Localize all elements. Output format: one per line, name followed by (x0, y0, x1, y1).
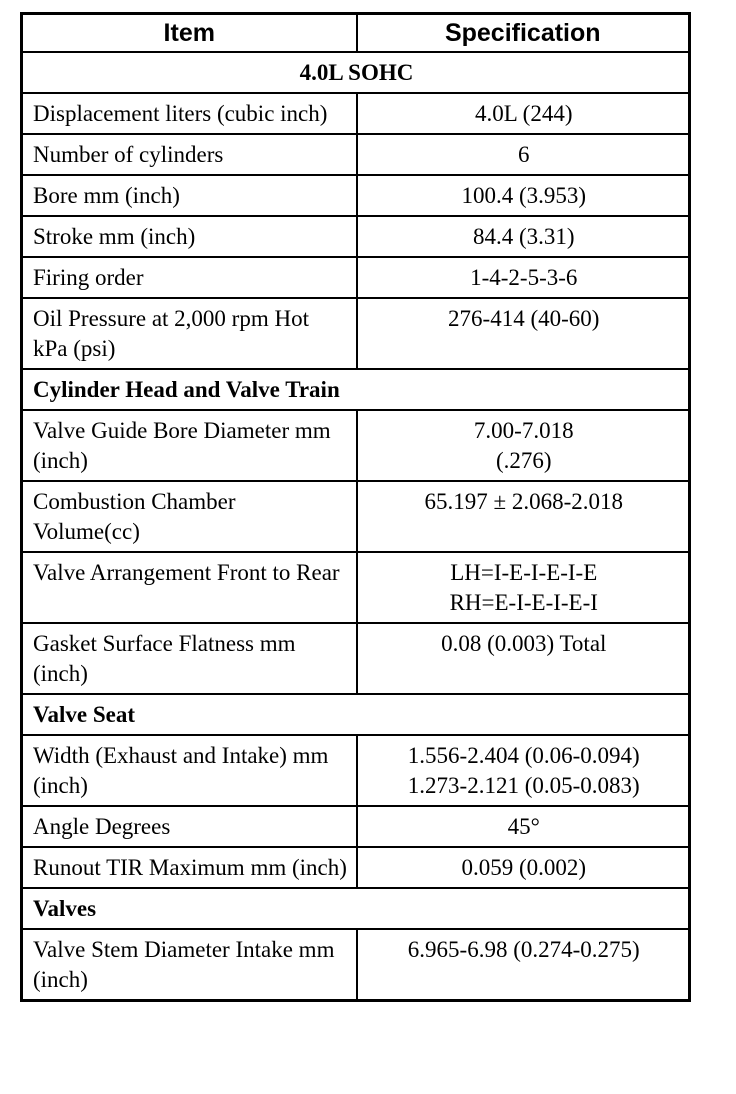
column-header-specification: Specification (357, 14, 690, 53)
section-heading: Valve Seat (22, 694, 690, 735)
specification-value: 100.4 (3.953) (461, 183, 587, 208)
specification-cell (357, 134, 690, 175)
specification-cell (357, 298, 690, 369)
section-heading: Valves (22, 888, 690, 929)
specification-value: 65.197 ± 2.068-2.018 (424, 489, 624, 514)
item-cell: Stroke mm (inch) (22, 216, 357, 257)
specification-value: 276-414 (40-60) (448, 306, 600, 331)
column-header-item: Item (22, 14, 357, 53)
table-row (22, 93, 690, 134)
table-row (22, 552, 690, 623)
specification-cell (357, 93, 690, 134)
section-heading: 4.0L SOHC (22, 52, 690, 93)
table-row (22, 175, 690, 216)
specification-cell (357, 552, 690, 623)
section-row (22, 369, 690, 410)
item-cell: Number of cylinders (22, 134, 357, 175)
specification-value: 1.273-2.121 (0.05-0.083) (407, 773, 640, 798)
table-row (22, 806, 690, 847)
specification-cell (357, 175, 690, 216)
specification-cell (357, 481, 690, 552)
specification-value: 45° (507, 814, 540, 839)
item-cell: Runout TIR Maximum mm (inch) (22, 847, 357, 888)
section-row (22, 52, 690, 93)
table-row (22, 735, 690, 806)
table-row (22, 410, 690, 481)
item-cell: Displacement liters (cubic inch) (22, 93, 357, 134)
item-cell: Valve Stem Diameter Intake mm (inch) (22, 929, 357, 1001)
item-cell: Width (Exhaust and Intake) mm (inch) (22, 735, 357, 806)
specification-value: LH=I-E-I-E-I-E (450, 560, 598, 585)
section-row (22, 888, 690, 929)
spec-table (20, 12, 691, 1002)
specification-value: 0.08 (0.003) Total (441, 631, 607, 656)
specification-value: (.276) (495, 448, 552, 473)
specification-value: 4.0L (244) (474, 101, 573, 126)
section-heading: Cylinder Head and Valve Train (22, 369, 690, 410)
specification-value: 7.00-7.018 (473, 418, 574, 443)
table-row (22, 929, 690, 1001)
item-cell: Combustion Chamber Volume(cc) (22, 481, 357, 552)
section-row (22, 694, 690, 735)
spec-table-body (22, 52, 690, 1001)
item-cell: Angle Degrees (22, 806, 357, 847)
specification-value: RH=E-I-E-I-E-I (449, 590, 598, 615)
item-cell: Valve Guide Bore Diameter mm (inch) (22, 410, 357, 481)
specification-value: 6 (518, 142, 530, 167)
table-row (22, 298, 690, 369)
specification-cell (357, 257, 690, 298)
specification-cell (357, 847, 690, 888)
specification-value: 6.965-6.98 (0.274-0.275) (407, 937, 640, 962)
table-row (22, 481, 690, 552)
table-row (22, 623, 690, 694)
specification-cell (357, 806, 690, 847)
item-cell: Oil Pressure at 2,000 rpm Hot kPa (psi) (22, 298, 357, 369)
item-cell: Bore mm (inch) (22, 175, 357, 216)
specification-value: 0.059 (0.002) (461, 855, 587, 880)
specification-value: 1-4-2-5-3-6 (470, 265, 578, 290)
specification-cell (357, 410, 690, 481)
table-row (22, 134, 690, 175)
specification-value: 1.556-2.404 (0.06-0.094) (407, 743, 640, 768)
table-row (22, 257, 690, 298)
specification-cell (357, 623, 690, 694)
item-cell: Valve Arrangement Front to Rear (22, 552, 357, 623)
item-cell: Firing order (22, 257, 357, 298)
specification-value: 84.4 (3.31) (472, 224, 575, 249)
specification-cell (357, 929, 690, 1001)
table-row (22, 216, 690, 257)
table-row (22, 847, 690, 888)
specification-cell (357, 735, 690, 806)
header-row (22, 14, 690, 53)
specification-cell (357, 216, 690, 257)
item-cell: Gasket Surface Flatness mm (inch) (22, 623, 357, 694)
